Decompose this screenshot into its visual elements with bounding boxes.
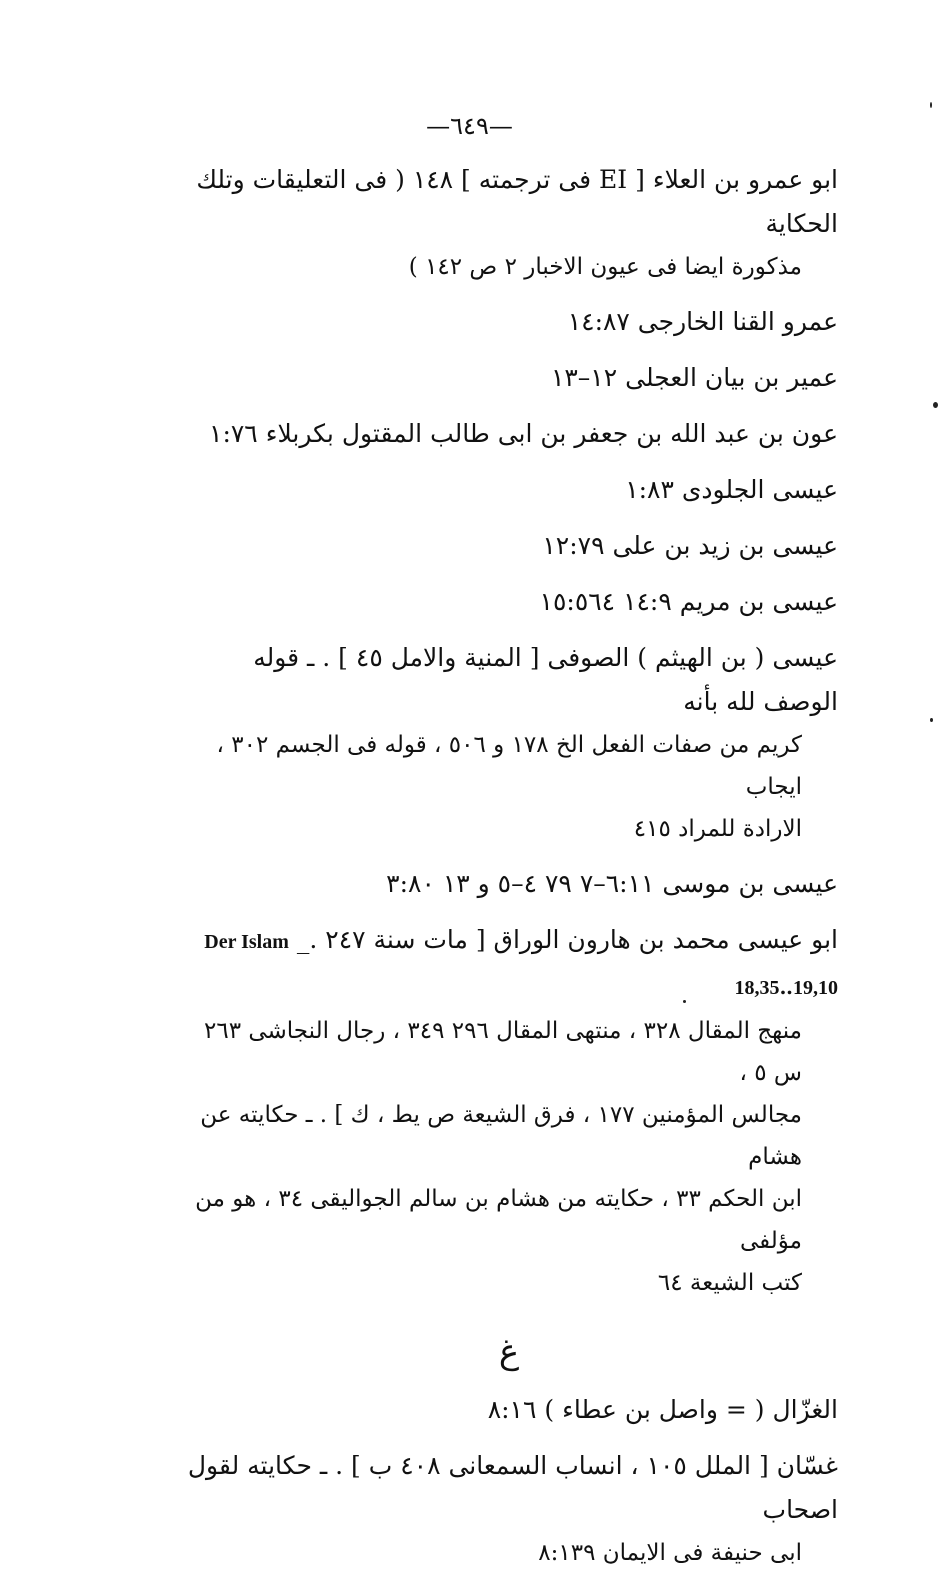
entry-continuation: ابى حنيفة فى الايمان ٨:١٣٩ — [538, 1540, 802, 1566]
index-entry — [180, 636, 838, 850]
entry-head: عيسى الجلودى ١:٨٣ — [625, 475, 838, 504]
index-entry — [180, 158, 838, 288]
index-entry — [180, 1388, 838, 1432]
scan-speck — [930, 718, 933, 722]
index-entry — [180, 862, 838, 906]
index-entry — [180, 300, 838, 344]
page-number: —٦٤٩— — [426, 112, 513, 140]
entry-continuation: الارادة للمراد ٤١٥ — [633, 816, 802, 842]
entry-head: ابو عيسى محمد بن هارون الوراق [ مات سنة ٢٤٧ ._ — [296, 925, 838, 954]
index-entry — [180, 468, 838, 512]
entry-head: عيسى بن موسى ٦:١١–٧ ٧٩ ٤–٥ و ١٣ ٣:٨٠ — [386, 869, 838, 898]
entry-continuation: مذكورة ايضا فى عيون الاخبار ٢ ص ١٤٢ ) — [408, 254, 802, 280]
index-entry — [180, 580, 838, 624]
index-entry — [180, 412, 838, 456]
section-letter: غ — [498, 1332, 520, 1372]
entry-head: عيسى بن زيد بن على ١٢:٧٩ — [542, 531, 838, 560]
scan-speck — [933, 402, 938, 408]
entry-head: عون بن عبد الله بن جعفر بن ابى طالب المقتول بكربلاء ١:٧٦ — [209, 419, 838, 448]
entry-head: عمرو القنا الخارجى ١٤:٨٧ — [567, 307, 838, 336]
entry-continuation: مجالس المؤمنين ١٧٧ ، فرق الشيعة ص يط ، ك ] . ـ حكايته عن هشام — [200, 1102, 802, 1170]
index-entry — [180, 524, 838, 568]
scan-speck — [930, 102, 932, 108]
index-entry — [180, 918, 838, 1304]
scan-speck — [683, 1000, 686, 1003]
entry-continuation: منهج المقال ٣٢٨ ، منتهى المقال ٢٩٦ ٣٤٩ ، رجال النجاشى ٢٦٣ س ٥ ، — [203, 1018, 802, 1086]
entry-head: عيسى بن مريم ١٤:٩ ١٥:٥٦٤ — [539, 587, 838, 616]
entry-head: عيسى ( بن الهيثم ) الصوفى [ المنية والامل ٤٥ ] . ـ قوله الوصف لله بأنه — [253, 643, 838, 716]
entry-continuation: ابن الحكم ٣٣ ، حكايته من هشام بن سالم الجواليقى ٣٤ ، هو من مؤلفى — [195, 1186, 802, 1254]
entry-continuation: كريم من صفات الفعل الخ ١٧٨ و ٥٠٦ ، قوله فى الجسم ٣٠٢ ، ايجاب — [216, 732, 802, 800]
entry-head: ابو عمرو بن العلاء [ EI فى ترجمته ] ١٤٨ ( فى التعليقات وتلك الحكاية — [196, 165, 838, 238]
entry-head-latin: Der Islam 18,35‥19,10 — [204, 931, 838, 999]
entry-head: غسّان [ الملل ١٠٥ ، انساب السمعانى ٤٠٨ ب ] . ـ حكايته لقول اصحاب — [187, 1451, 838, 1524]
entry-head: عمير بن بيان العجلى ١٢–١٣ — [550, 363, 838, 392]
entry-head: الغزّال ( = واصل بن عطاء ) ٨:١٦ — [487, 1395, 838, 1424]
index-entry — [180, 1444, 838, 1574]
index-entry — [180, 356, 838, 400]
entry-continuation: كتب الشيعة ٦٤ — [657, 1270, 802, 1296]
entry-head-row — [180, 918, 838, 1010]
index-entries — [180, 158, 838, 1574]
